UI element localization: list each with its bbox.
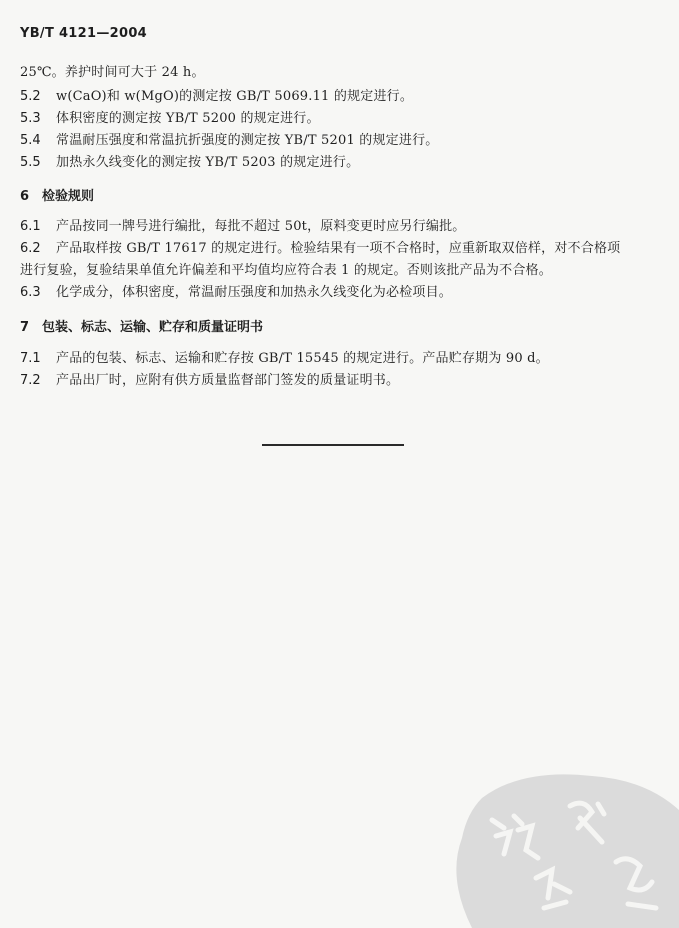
line-text: 25℃。养护时间可大于 24 h。 [20, 65, 205, 80]
clause-number: 5.2 [20, 89, 41, 104]
section-7-heading [20, 316, 263, 335]
clause-text: 常温耐压强度和常温抗折强度的测定按 YB/T 5201 的规定进行。 [56, 133, 439, 148]
section-title: 包装、标志、运输、贮存和质量证明书 [42, 320, 264, 335]
clause-5-4 [20, 132, 438, 150]
continuation-line [20, 64, 205, 82]
clause-text: 产品的包装、标志、运输和贮存按 GB/T 15545 的规定进行。产品贮存期为 90 d。 [56, 351, 549, 366]
clause-number: 5.3 [20, 111, 41, 126]
clause-text: 产品取样按 GB/T 17617 的规定进行。检验结果有一项不合格时，应重新取双倍样，对不合格项 [56, 241, 621, 256]
clause-text: 进行复验，复验结果单值允许偏差和平均值均应符合表 1 的规定。否则该批产品为不合格。 [20, 263, 552, 278]
clause-text: 化学成分，体积密度，常温耐压强度和加热永久线变化为必检项目。 [56, 285, 453, 300]
clause-5-3 [20, 110, 320, 128]
clause-7-1 [20, 350, 549, 368]
clause-6-1 [20, 218, 466, 236]
clause-text: 加热永久线变化的测定按 YB/T 5203 的规定进行。 [56, 155, 360, 170]
clause-5-2 [20, 88, 413, 106]
clause-number: 6.2 [20, 241, 41, 256]
clause-number: 7.2 [20, 373, 41, 388]
clause-text: 产品按同一牌号进行编批，每批不超过 50t，原料变更时应另行编批。 [56, 219, 466, 234]
section-6-heading [20, 185, 94, 204]
standard-code-header: YB/T 4121—2004 [20, 26, 148, 41]
clause-number: 7.1 [20, 351, 41, 366]
clause-number: 6.1 [20, 219, 41, 234]
section-number: 7 [20, 320, 30, 335]
clause-5-5 [20, 154, 359, 172]
clause-number: 5.4 [20, 133, 41, 148]
watermark-stamp [452, 758, 679, 928]
section-number: 6 [20, 189, 30, 204]
clause-6-2-continued [20, 262, 552, 280]
clause-6-3 [20, 284, 452, 302]
clause-number: 6.3 [20, 285, 41, 300]
clause-7-2 [20, 372, 399, 390]
end-rule [262, 444, 404, 446]
clause-text: 产品出厂时，应附有供方质量监督部门签发的质量证明书。 [56, 373, 400, 388]
clause-number: 5.5 [20, 155, 41, 170]
clause-text: w(CaO)和 w(MgO)的测定按 GB/T 5069.11 的规定进行。 [56, 89, 414, 104]
section-title: 检验规则 [42, 189, 95, 204]
clause-6-2 [20, 240, 620, 258]
clause-text: 体积密度的测定按 YB/T 5200 的规定进行。 [56, 111, 320, 126]
